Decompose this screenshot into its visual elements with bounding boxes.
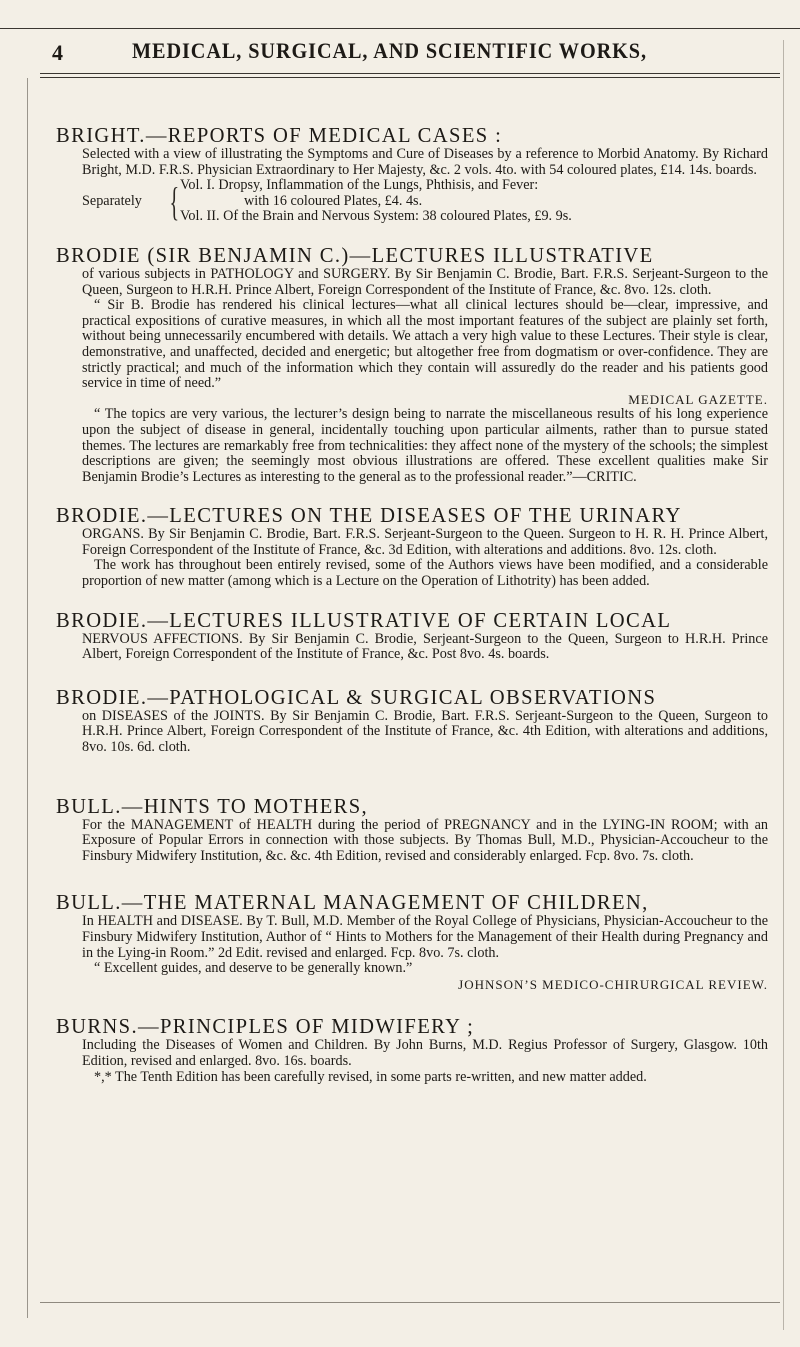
running-header	[40, 38, 780, 68]
review-quote: “ Sir B. Brodie has rendered his clinical lectures—what all clinical lectures should be—clear, impressive, and practical expositions of curative measures, in which all the most important features of the subject are plainly set forth, without being unnecessarily encumbered with details. We attach a very high value to these Lectures. Their style is clear, demonstrative, and unaffected, decided and energetic; but altogether free from dogmatism or over-confidence. They are strictly practical; and much of the information which they contain will assuredly do the reader and his patients good service in time of need.”	[82, 297, 768, 392]
entry-body: NERVOUS AFFECTIONS. By Sir Benjamin C. Brodie, Serjeant-Surgeon to the Queen, Surgeon to H.R.H. Prince Albert, Foreign Correspondent of the Institute of France, &c. Post 8vo. 4s. boards.	[82, 630, 768, 663]
entry-body: Including the Diseases of Women and Children. By John Burns, M.D. Regius Professor of Surgery, Glasgow. 10th Edition, revised and enlarged. 8vo. 16s. boards.	[82, 1037, 768, 1069]
entry-body: For the MANAGEMENT of HEALTH during the period of PREGNANCY and in the LYING-IN ROOM; with an Exposure of Popular Errors in connection with those subjects. By Thomas Bull, M.D., Physician-Accoucheur to the Finsbury Midwifery Institution, &c. &c. 4th Edition, revised and considerably enlarged. Fcp. 8vo. 7s. cloth.	[82, 816, 768, 864]
entry-brodie-nervous	[56, 608, 768, 663]
entry-body: In HEALTH and DISEASE. By T. Bull, M.D. Member of the Royal College of Physicians, Physician-Accoucheur to the Finsbury Midwifery Institution, Author of “ Hints to Mothers for the Management of their Health during Pregnancy and in the Lying-in Room.” 2d Edit. revised and enlarged. Fcp. 8vo. 7s. cloth.	[82, 913, 768, 961]
top-rule	[0, 28, 800, 29]
volume-1: Vol. I. Dropsy, Inflammation of the Lungs, Phthisis, and Fever:	[180, 177, 539, 194]
review-quote: “ Excellent guides, and deserve to be generally known.”	[94, 960, 413, 977]
volume-1-plates: with 16 coloured Plates, £4. 4s.	[244, 192, 423, 209]
entry-body: Selected with a view of illustrating the Symptoms and Cure of Diseases by a reference to Morbid Anatomy. By Richard Bright, M.D. F.R.S. Physician Extraordinary to Her Majesty, &c. 2 vols. 4to. with 54 coloured plates, £14. 14s. boards.	[82, 146, 768, 178]
entry-brodie-joints	[56, 685, 768, 756]
header-rule-2	[40, 77, 780, 78]
review-quote: “ The topics are very various, the lecturer’s design being to narrate the miscellaneous results of his long experience upon the subject of disease in general, incidentally touching upon particular ailments, rather than to pursue stated themes. The lectures are remarkably free from technicalities: they affect none of the mystery of the schools; the simplest descriptions are given; the seemingly most obvious illustrations are offered. These excellent qualities make Sir Benjamin Brodie’s Lectures as interesting to the general as to the professional reader.”—CRITIC.	[82, 406, 768, 485]
entry-brodie-urinary	[56, 503, 768, 589]
entry-note: The work has throughout been entirely revised, some of the Authors views have been modified, and a considerable proportion of new matter (among which is a Lecture on the Operation of Lithotrity) has been added.	[82, 557, 768, 590]
entry-note: *,* The Tenth Edition has been carefully revised, in some parts re-written, and new matter added.	[94, 1068, 647, 1085]
bottom-rule	[40, 1302, 780, 1303]
running-title: MEDICAL, SURGICAL, AND SCIENTIFIC WORKS,	[132, 38, 647, 63]
entry-bull-maternal	[56, 890, 768, 992]
separately-label: Separately	[82, 192, 142, 209]
entry-heading: BURNS.—PRINCIPLES OF MIDWIFERY ;	[56, 1014, 475, 1039]
review-source: MEDICAL GAZETTE.	[628, 391, 768, 407]
entry-heading: BULL.—HINTS TO MOTHERS,	[56, 793, 369, 818]
left-margin-line	[27, 78, 28, 1318]
brace-icon: {	[169, 178, 180, 224]
review-source: JOHNSON’S MEDICO-CHIRURGICAL REVIEW.	[458, 976, 768, 992]
entry-heading: BRODIE.—LECTURES ON THE DISEASES OF THE URINARY	[56, 503, 682, 528]
entry-burns-midwifery	[56, 1014, 768, 1085]
entry-bright	[56, 123, 768, 225]
header-rule	[40, 73, 780, 74]
entry-heading: BRODIE.—PATHOLOGICAL & SURGICAL OBSERVATIONS	[56, 684, 657, 709]
entry-heading: BULL.—THE MATERNAL MANAGEMENT OF CHILDREN,	[56, 890, 649, 915]
entry-heading: BRIGHT.—REPORTS OF MEDICAL CASES :	[56, 123, 503, 147]
entry-bull-hints	[56, 794, 768, 865]
entry-body: of various subjects in PATHOLOGY and SURGERY. By Sir Benjamin C. Brodie, Bart. F.R.S. Serjeant-Surgeon to the Queen, Surgeon to H.R.H. Prince Albert, Foreign Correspondent of the Institute of France, &c. 8vo. 12s. cloth.	[82, 265, 768, 298]
volume-2: Vol. II. Of the Brain and Nervous System: 38 coloured Plates, £9. 9s.	[180, 208, 572, 225]
separate-volumes	[82, 178, 768, 225]
entry-heading: BRODIE.—LECTURES ILLUSTRATIVE OF CERTAIN LOCAL	[56, 607, 672, 632]
entry-heading: BRODIE (SIR BENJAMIN C.)—LECTURES ILLUSTRATIVE	[56, 242, 654, 267]
volume-list	[180, 178, 768, 225]
entry-brodie-lectures-illustrative	[56, 243, 768, 485]
entry-body: ORGANS. By Sir Benjamin C. Brodie, Bart. F.R.S. Serjeant-Surgeon to the Queen. Surgeon to H. R. H. Prince Albert, Foreign Correspondent of the Institute of France, &c. 3d Edition, with alterations and additions. 8vo. 12s. cloth.	[82, 526, 768, 558]
entry-body: on DISEASES of the JOINTS. By Sir Benjamin C. Brodie, Bart. F.R.S. Serjeant-Surgeon to the Queen, Surgeon to H.R.H. Prince Albert, Foreign Correspondent of the Institute of France, &c. 4th Edition, with alterations and additions, 8vo. 10s. 6d. cloth.	[82, 707, 768, 756]
right-margin-line	[783, 40, 784, 1330]
page-number: 4	[52, 40, 63, 65]
entries	[56, 123, 768, 1085]
